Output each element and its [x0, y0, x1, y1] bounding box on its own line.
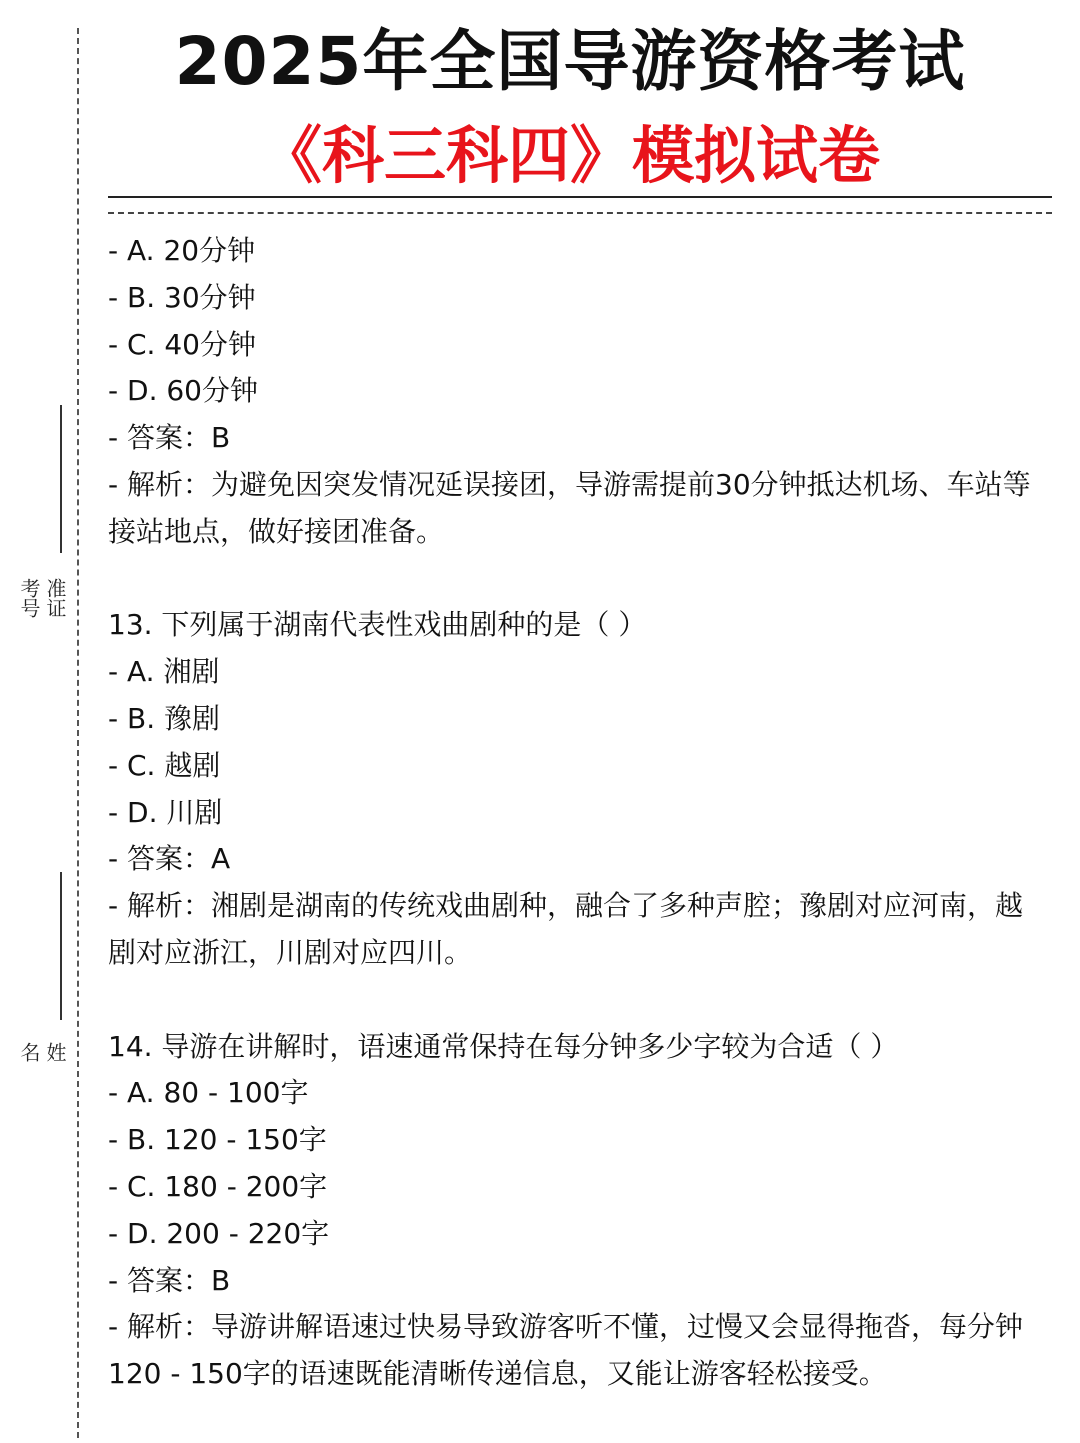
option-c: - C. 40分钟 [108, 327, 256, 361]
question-14 [108, 1024, 1038, 1398]
option-d: - D. 川剧 [108, 795, 223, 829]
option-a: - A. 80 - 100字 [108, 1076, 309, 1110]
page-title: 2025年全国导游资格考试 [174, 23, 966, 100]
option-d: - D. 60分钟 [108, 374, 258, 408]
question-text: 14. 导游在讲解时，语速通常保持在每分钟多少字较为合适（ ） [108, 1029, 899, 1063]
title-divider-solid [108, 196, 1052, 198]
answer: - 答案：B [108, 1263, 231, 1297]
option-a: - A. 20分钟 [108, 234, 256, 267]
answer: - 答案：A [108, 842, 231, 876]
analysis: - 解析：湘剧是湖南的传统戏曲剧种，融合了多种声腔；豫剧对应河南，越剧对应浙江，川剧对应四川。 [108, 889, 1024, 969]
question-12 [108, 228, 1038, 556]
analysis: - 解析：为避免因突发情况延误接团，导游需提前30分钟抵达机场、车站等接站地点，做好接团准备。 [108, 467, 1031, 548]
title-divider-dashed [108, 212, 1052, 214]
option-d: - D. 200 - 220字 [108, 1216, 330, 1250]
option-c: - C. 180 - 200字 [108, 1169, 328, 1203]
analysis: - 解析：导游讲解语速过快易导致游客听不懂，过慢又会显得拖沓，每分钟120 - 150字的语速既能清晰传递信息，又能让游客轻松接受。 [108, 1310, 1024, 1391]
option-b: - B. 30分钟 [108, 280, 256, 314]
answer: - 答案：B [108, 421, 231, 455]
name-underline [60, 872, 62, 1020]
option-c: - C. 越剧 [108, 748, 221, 782]
option-a: - A. 湘剧 [108, 655, 220, 689]
page-subtitle: 《科三科四》模拟试卷 [259, 119, 880, 192]
question-list [108, 228, 1038, 1398]
option-b: - B. 豫剧 [108, 701, 221, 735]
binding-dashed-line [77, 28, 79, 1438]
exam-id-underline [60, 405, 62, 553]
option-b: - B. 120 - 150字 [108, 1123, 327, 1157]
question-text: 13. 下列属于湖南代表性戏曲剧种的是（ ） [108, 608, 647, 642]
question-13 [108, 602, 1038, 976]
name-label: 姓 名 [17, 1042, 67, 1062]
exam-id-label: 准证 考号 [17, 578, 67, 618]
